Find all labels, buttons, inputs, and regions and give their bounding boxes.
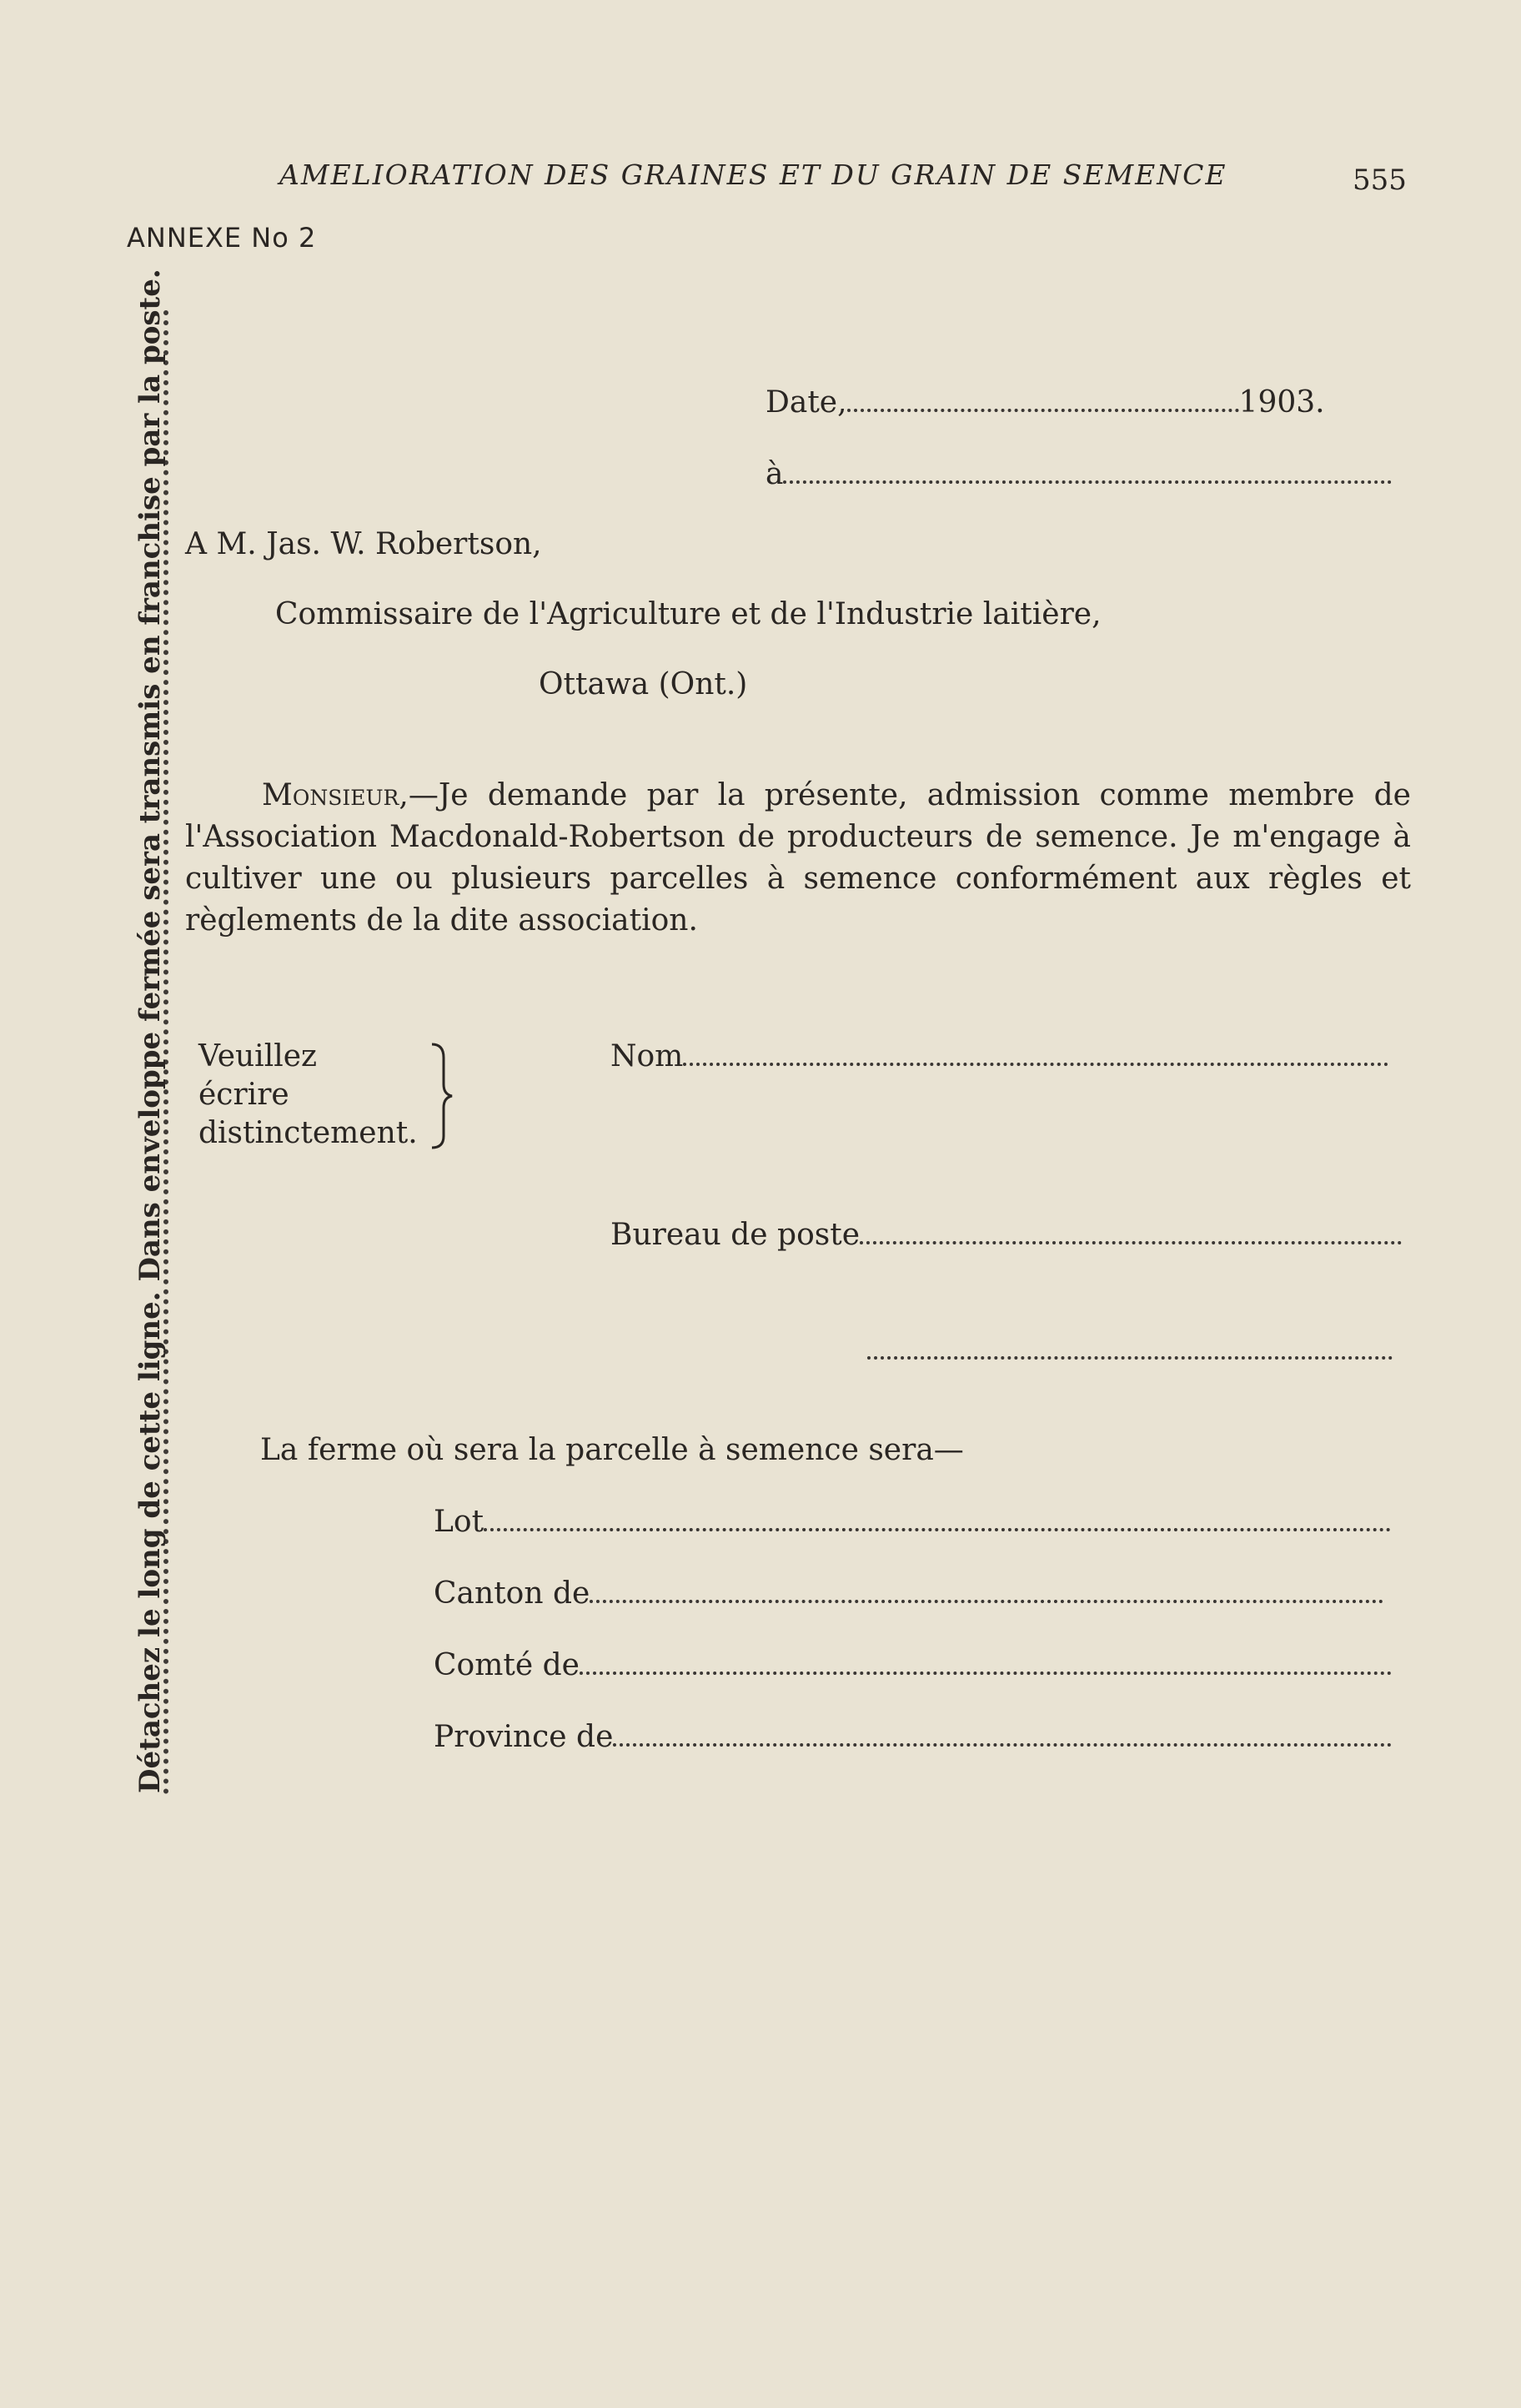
name-label: Nom (610, 1039, 684, 1073)
place-line (766, 457, 1392, 491)
county-field (434, 1648, 1392, 1682)
township-field (434, 1576, 1383, 1611)
county-fill-line[interactable] (580, 1672, 1392, 1675)
instruction-line-2: écrire (198, 1078, 289, 1112)
letter-paragraph (185, 775, 1411, 942)
date-label: Date, (766, 385, 847, 420)
place-label: à (766, 457, 784, 491)
lot-field (434, 1505, 1391, 1539)
date-year: 1903. (1238, 385, 1325, 420)
lot-fill-line[interactable] (484, 1528, 1391, 1531)
instruction-brace (429, 1041, 454, 1151)
post-office-label: Bureau de poste (610, 1218, 861, 1252)
place-fill-line[interactable] (783, 480, 1392, 484)
lot-label: Lot (434, 1505, 484, 1539)
post-office-fill-line[interactable] (860, 1241, 1402, 1244)
running-title: AMELIORATION DES GRAINES ET DU GRAIN DE SEMENCE (279, 158, 1227, 191)
recipient-name: A M. Jas. W. Robertson, (185, 527, 542, 561)
township-label: Canton de (434, 1576, 590, 1611)
blank-fill-line[interactable] (867, 1356, 1393, 1360)
instruction-line-1: Veuillez (198, 1039, 317, 1073)
instruction-line-3: distinctement. (198, 1116, 418, 1150)
province-label: Province de (434, 1720, 614, 1754)
date-line (766, 385, 1325, 420)
detach-instruction: Détachez le long de cette ligne. Dans enveloppe fermée sera transmis en franchise par la poste. (133, 269, 167, 1793)
letter-body: —Je demande par la présente, admission comme membre de l'Association Macdonald-Robertson de producteurs de semence. Je m'engage à cultiver une ou plusieurs parcelles à semence conformément aux règles et règlements de la dite association. (185, 778, 1411, 938)
annex-label: ANNEXE No 2 (127, 222, 317, 254)
letter-salutation: Monsieur, (262, 778, 409, 812)
name-fill-line[interactable] (683, 1063, 1388, 1066)
county-label: Comté de (434, 1648, 580, 1682)
province-field (434, 1720, 1392, 1754)
date-fill-line[interactable] (847, 409, 1239, 412)
province-fill-line[interactable] (613, 1743, 1392, 1747)
farm-intro: La ferme où sera la parcelle à semence sera— (260, 1433, 964, 1467)
page-number: 555 (1353, 163, 1407, 197)
post-office-field (610, 1218, 1402, 1252)
recipient-city: Ottawa (Ont.) (539, 667, 748, 701)
recipient-title: Commissaire de l'Agriculture et de l'Industrie laitière, (275, 597, 1102, 631)
township-fill-line[interactable] (590, 1600, 1383, 1603)
name-field (610, 1039, 1388, 1073)
